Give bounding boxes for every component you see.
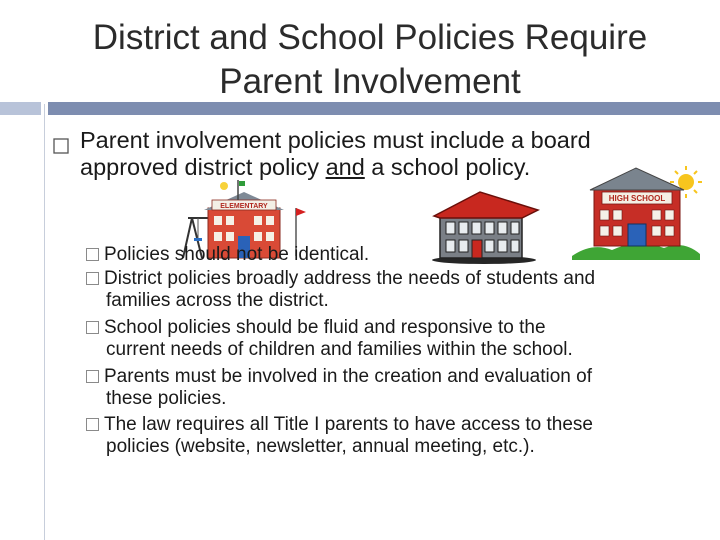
- sub-bullet-4: Parents must be involved in the creation and evaluation of these policies.: [86, 366, 696, 410]
- checkbox-bullet-icon: [86, 272, 99, 285]
- bullet-box-icon: [53, 138, 69, 154]
- accent-bar-left: [0, 102, 41, 115]
- accent-bar-right: [48, 102, 720, 115]
- elementary-sign: ELEMENTARY: [220, 203, 268, 210]
- sub-bullet-2: District policies broadly address the needs of students and families across the district.: [86, 268, 696, 312]
- sun-icon: [220, 182, 228, 190]
- checkbox-bullet-icon: [86, 248, 99, 261]
- checkbox-bullet-icon: [86, 321, 99, 334]
- main-bullet-text: Parent involvement policies must include a board approved district policy and a school policy.: [80, 127, 591, 180]
- high-school-sign: HIGH SCHOOL: [608, 194, 666, 203]
- sub-bullet-1: Policies should not be identical.: [86, 244, 696, 266]
- vertical-rule: [44, 104, 45, 540]
- title-line-2: Parent Involvement: [219, 62, 521, 101]
- sub-bullet-3: School policies should be fluid and responsive to the current needs of children and families within the school.: [86, 317, 696, 361]
- sub-bullet-5: The law requires all Title I parents to have access to these policies (website, newsletter, annual meeting, etc.).: [86, 414, 696, 458]
- title-line-1: District and School Policies Require: [92, 18, 648, 57]
- slide-title: [40, 16, 700, 104]
- checkbox-bullet-icon: [86, 418, 99, 431]
- checkbox-bullet-icon: [86, 370, 99, 383]
- underlined-word: and: [325, 154, 365, 180]
